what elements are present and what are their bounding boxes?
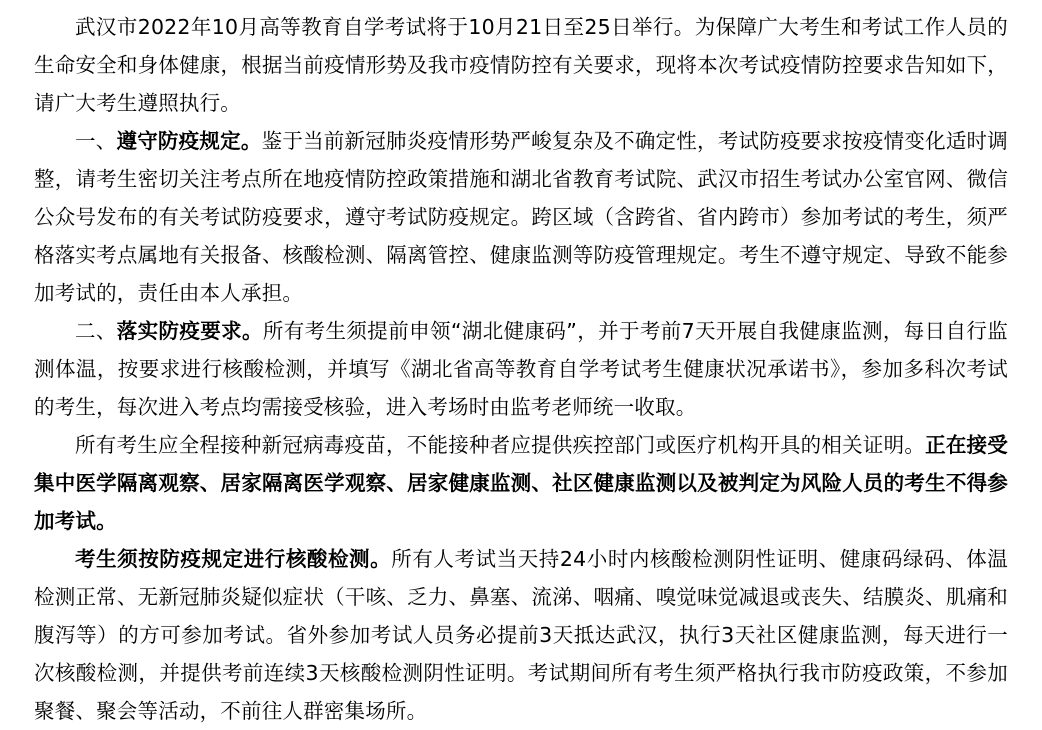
paragraph-run-bold: 落实防疫要求。	[116, 319, 263, 343]
paragraph-run: 武汉市2022年10月高等教育自学考试将于10月21日至25日举行。为保障广大考生和考试工作人员的生命安全和身体健康，根据当前疫情形势及我市疫情防控有关要求，现将本次考试疫情防控要求告知如下，请广大考生遵照执行。	[34, 15, 1008, 115]
paragraph-run: 二、	[75, 319, 117, 343]
paragraph-run: 所有考生须提前申领“湖北健康码”，并于考前7天开展自我健康监测，每日自行监测体温，按要求进行核酸检测，并填写《湖北省高等教育自学考试考生健康状况承诺书》，参加多科次考试的考生，每次进入考点均需接受核验，进入考场时由监考老师统一收取。	[34, 319, 1009, 419]
paragraph-p1	[34, 8, 1008, 122]
paragraph-run: 所有考生应全程接种新冠病毒疫苗，不能接种者应提供疾控部门或医疗机构开具的相关证明。	[75, 433, 926, 457]
paragraph-p3	[34, 312, 1008, 426]
paragraph-run: 一、	[75, 129, 117, 153]
paragraph-run-bold: 遵守防疫规定。	[116, 129, 262, 153]
paragraph-run: 鉴于当前新冠肺炎疫情形势严峻复杂及不确定性，考试防疫要求按疫情变化适时调整，请考生密切关注考点所在地疫情防控政策措施和湖北省教育考试院、武汉市招生考试办公室官网、微信公众号发布的有关考试防疫要求，遵守考试防疫规定。跨区域（含跨省、省内跨市）参加考试的考生，须严格落实考点属地有关报备、核酸检测、隔离管控、健康监测等防疫管理规定。考生不遵守规定、导致不能参加考试的，责任由本人承担。	[34, 129, 1008, 305]
paragraph-run: 所有人考试当天持24小时内核酸检测阴性证明、健康码绿码、体温检测正常、无新冠肺炎疑似症状（干咳、乏力、鼻塞、流涕、咽痛、嗅觉味觉减退或丧失、结膜炎、肌痛和腹泻等）的方可参加考试。省外参加考试人员务必提前3天抵达武汉，执行3天社区健康监测，每天进行一次核酸检测，并提供考前连续3天核酸检测阴性证明。考试期间所有考生须严格执行我市防疫政策，不参加聚餐、聚会等活动，不前往人群密集场所。	[34, 547, 1009, 723]
paragraph-p5	[34, 540, 1008, 730]
paragraph-run-bold: 正在接受集中医学隔离观察、居家隔离医学观察、居家健康监测、社区健康监测以及被判定为风险人员的考生不得参加考试。	[34, 433, 1008, 533]
paragraph-run-bold: 考生须按防疫规定进行核酸检测。	[75, 547, 392, 571]
paragraph-p4	[34, 426, 1008, 540]
paragraph-p2	[34, 122, 1008, 312]
